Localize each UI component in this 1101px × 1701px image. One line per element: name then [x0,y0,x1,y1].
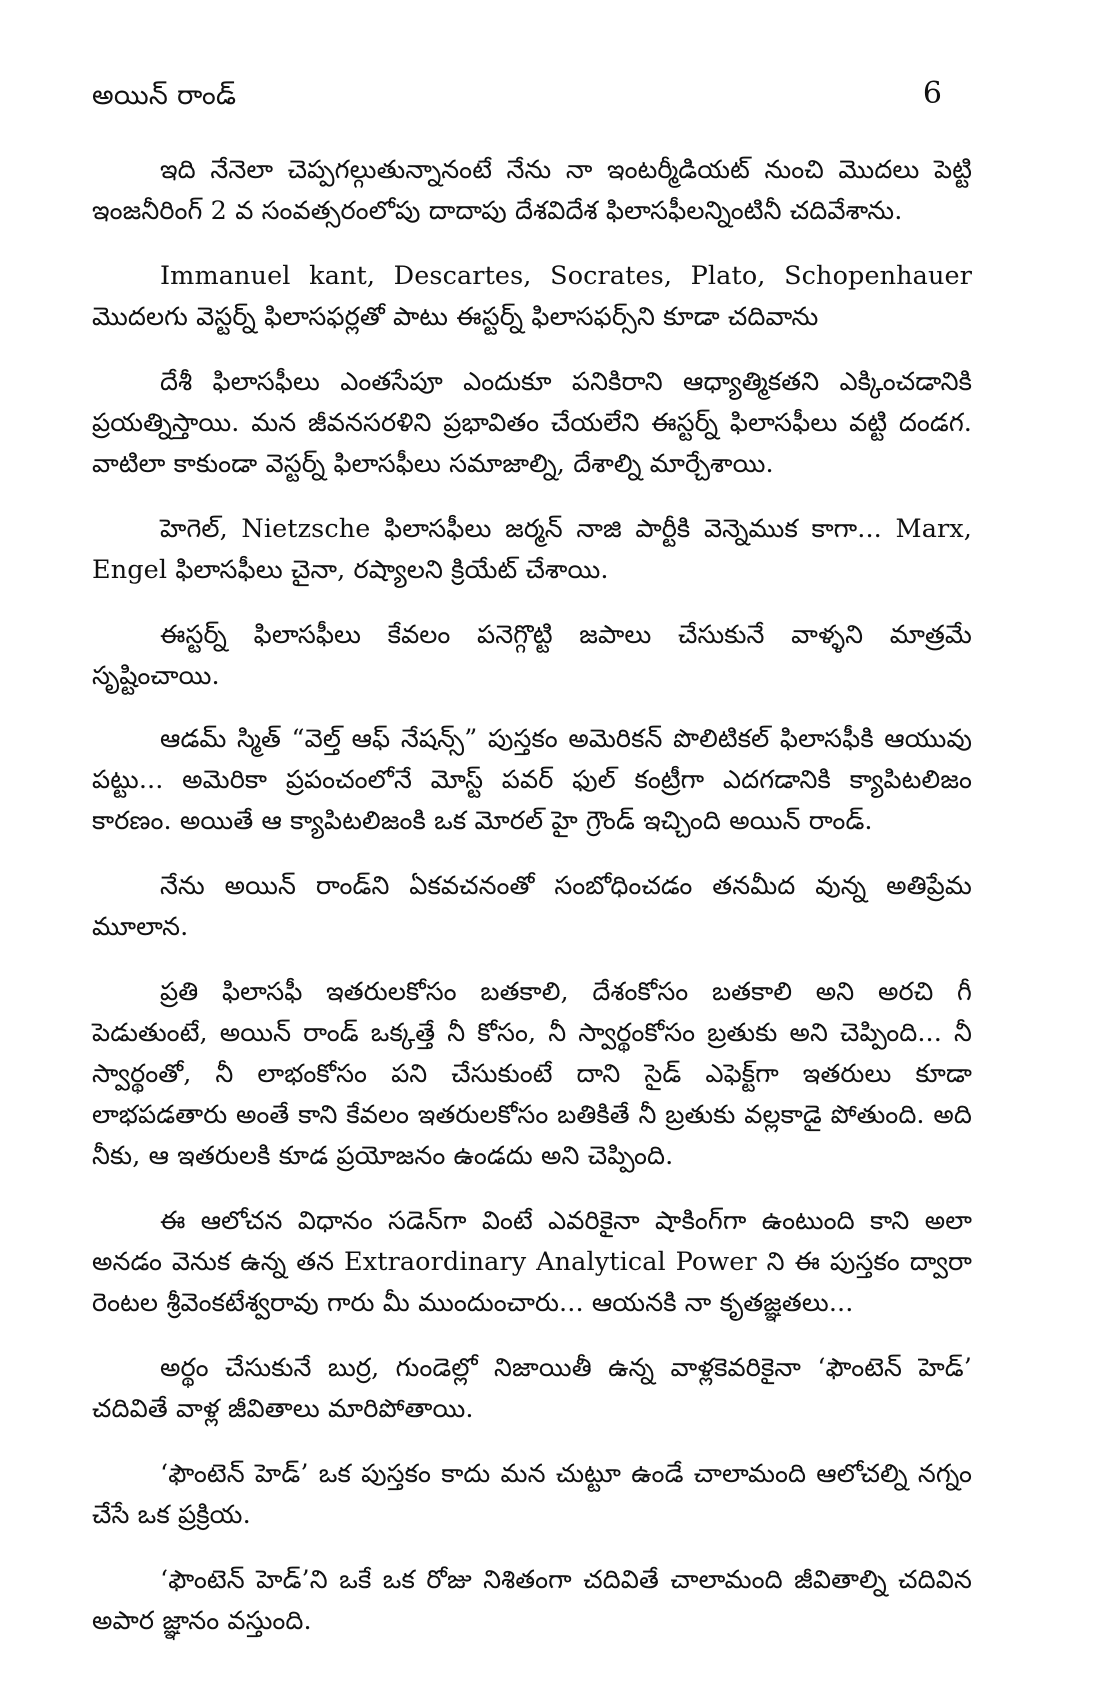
paragraph: ఈస్టర్న్ ఫిలాసఫీలు కేవలం పనెగ్గొట్టి జపాలు చేసుకునే వాళ్ళని మాత్రమే సృష్టించాయి. [92,620,972,691]
paragraph: ప్రతి ఫిలాసఫీ ఇతరులకోసం బతకాలి, దేశంకోసం బతకాలి అని అరచి గీ పెడుతుంటే, అయిన్ రాండ్ ఒక్కత్తే నీ కోసం, నీ స్వార్థంకోసం బ్రతుకు అని చెప్పింది... నీ స్వార్థంతో, నీ లాభంకోసం పని చేసుకుంటే దాని సైడ్ ఎఫెక్ట్‌గా ఇతరులు కూడా లాభపడతారు అంతే కాని కేవలం ఇతరులకోసం బతికితే నీ బ్రతుకు వల్లకాడై పోతుంది. అది నీకు, ఆ ఇతరులకి కూడ ప్రయోజనం ఉండదు అని చెప్పింది. [92,977,972,1171]
paragraph: ఈ ఆలోచన విధానం సడెన్‌గా వింటే ఎవరికైనా షాకింగ్‌గా ఉంటుంది కాని అలా అనడం వెనుక ఉన్న తన Extraordinary Analytical Power ని ఈ పుస్తకం ద్వారా రెంటల శ్రీవెంకటేశ్వరావు గారు మీ ముందుంచారు... ఆయనకి నా కృతజ్ఞతలు... [92,1206,972,1318]
paragraph: నేను అయిన్ రాండ్‌ని ఏకవచనంతో సంబోధించడం తనమీద వున్న అతిప్రేమ మూలాన. [92,871,972,942]
paragraph: ఆడమ్ స్మిత్ “వెల్త్ ఆఫ్ నేషన్స్” పుస్తకం అమెరికన్ పొలిటికల్ ఫిలాసఫీకి ఆయువు పట్టు... అమెరికా ప్రపంచంలోనే మోస్ట్ పవర్ ఫుల్ కంట్రీగా ఎదగడానికి క్యాపిటలిజం కారణం. అయితే ఆ క్యాపిటలిజంకి ఒక మోరల్ హై గ్రౌండ్ ఇచ్చింది అయిన్ రాండ్. [92,724,972,836]
paragraph: ‘ఫౌంటెన్ హెడ్’ ఒక పుస్తకం కాదు మన చుట్టూ ఉండే చాలామంది ఆలోచల్ని నగ్నం చేసే ఒక ప్రక్రియ. [92,1459,972,1530]
running-header [92,78,942,118]
running-title: అయిన్ రాండ్ [92,80,237,111]
body-text [92,150,972,1666]
paragraph: అర్థం చేసుకునే బుర్ర, గుండెల్లో నిజాయితీ ఉన్న వాళ్లకెవరికైనా ‘ఫౌంటెన్ హెడ్’ చదివితే వాళ్ల జీవితాలు మారిపోతాయి. [92,1353,972,1424]
paragraph: Immanuel kant, Descartes, Socrates, Plato, Schopenhauer మొదలగు వెస్టర్న్ ఫిలాసఫర్లతో పాటు ఈస్టర్న్ ఫిలాసఫర్స్‌ని కూడా చదివాను [92,261,972,332]
paragraph: హెగెల్, Nietzsche ఫిలాసఫీలు జర్మన్ నాజి పార్టీకి వెన్నెముక కాగా... Marx, Engel ఫిలాసఫీలు చైనా, రష్యాలని క్రియేట్ చేశాయి. [92,514,972,585]
paragraph: ‘ఫౌంటెన్ హెడ్’ని ఒకే ఒక రోజు నిశితంగా చదివితే చాలామంది జీవితాల్ని చదివిన అపార జ్ఞానం వస్తుంది. [92,1565,972,1636]
paragraph: ఇది నేనెలా చెప్పగల్గుతున్నానంటే నేను నా ఇంటర్మీడియట్ నుంచి మొదలు పెట్టి ఇంజనీరింగ్ 2 వ సంవత్సరంలోపు దాదాపు దేశవిదేశ ఫిలాసఫీలన్నింటినీ చదివేశాను. [92,155,972,226]
paragraph: దేశీ ఫిలాసఫీలు ఎంతసేపూ ఎందుకూ పనికిరాని ఆధ్యాత్మికతని ఎక్కించడానికి ప్రయత్నిస్తాయి. మన జీవనసరళిని ప్రభావితం చేయలేని ఈస్టర్న్ ఫిలాసఫీలు వట్టి దండగ. వాటిలా కాకుండా వెస్టర్న్ ఫిలాసఫీలు సమాజాల్ని, దేశాల్ని మార్చేశాయి. [92,367,972,479]
page-number: 6 [922,76,942,111]
